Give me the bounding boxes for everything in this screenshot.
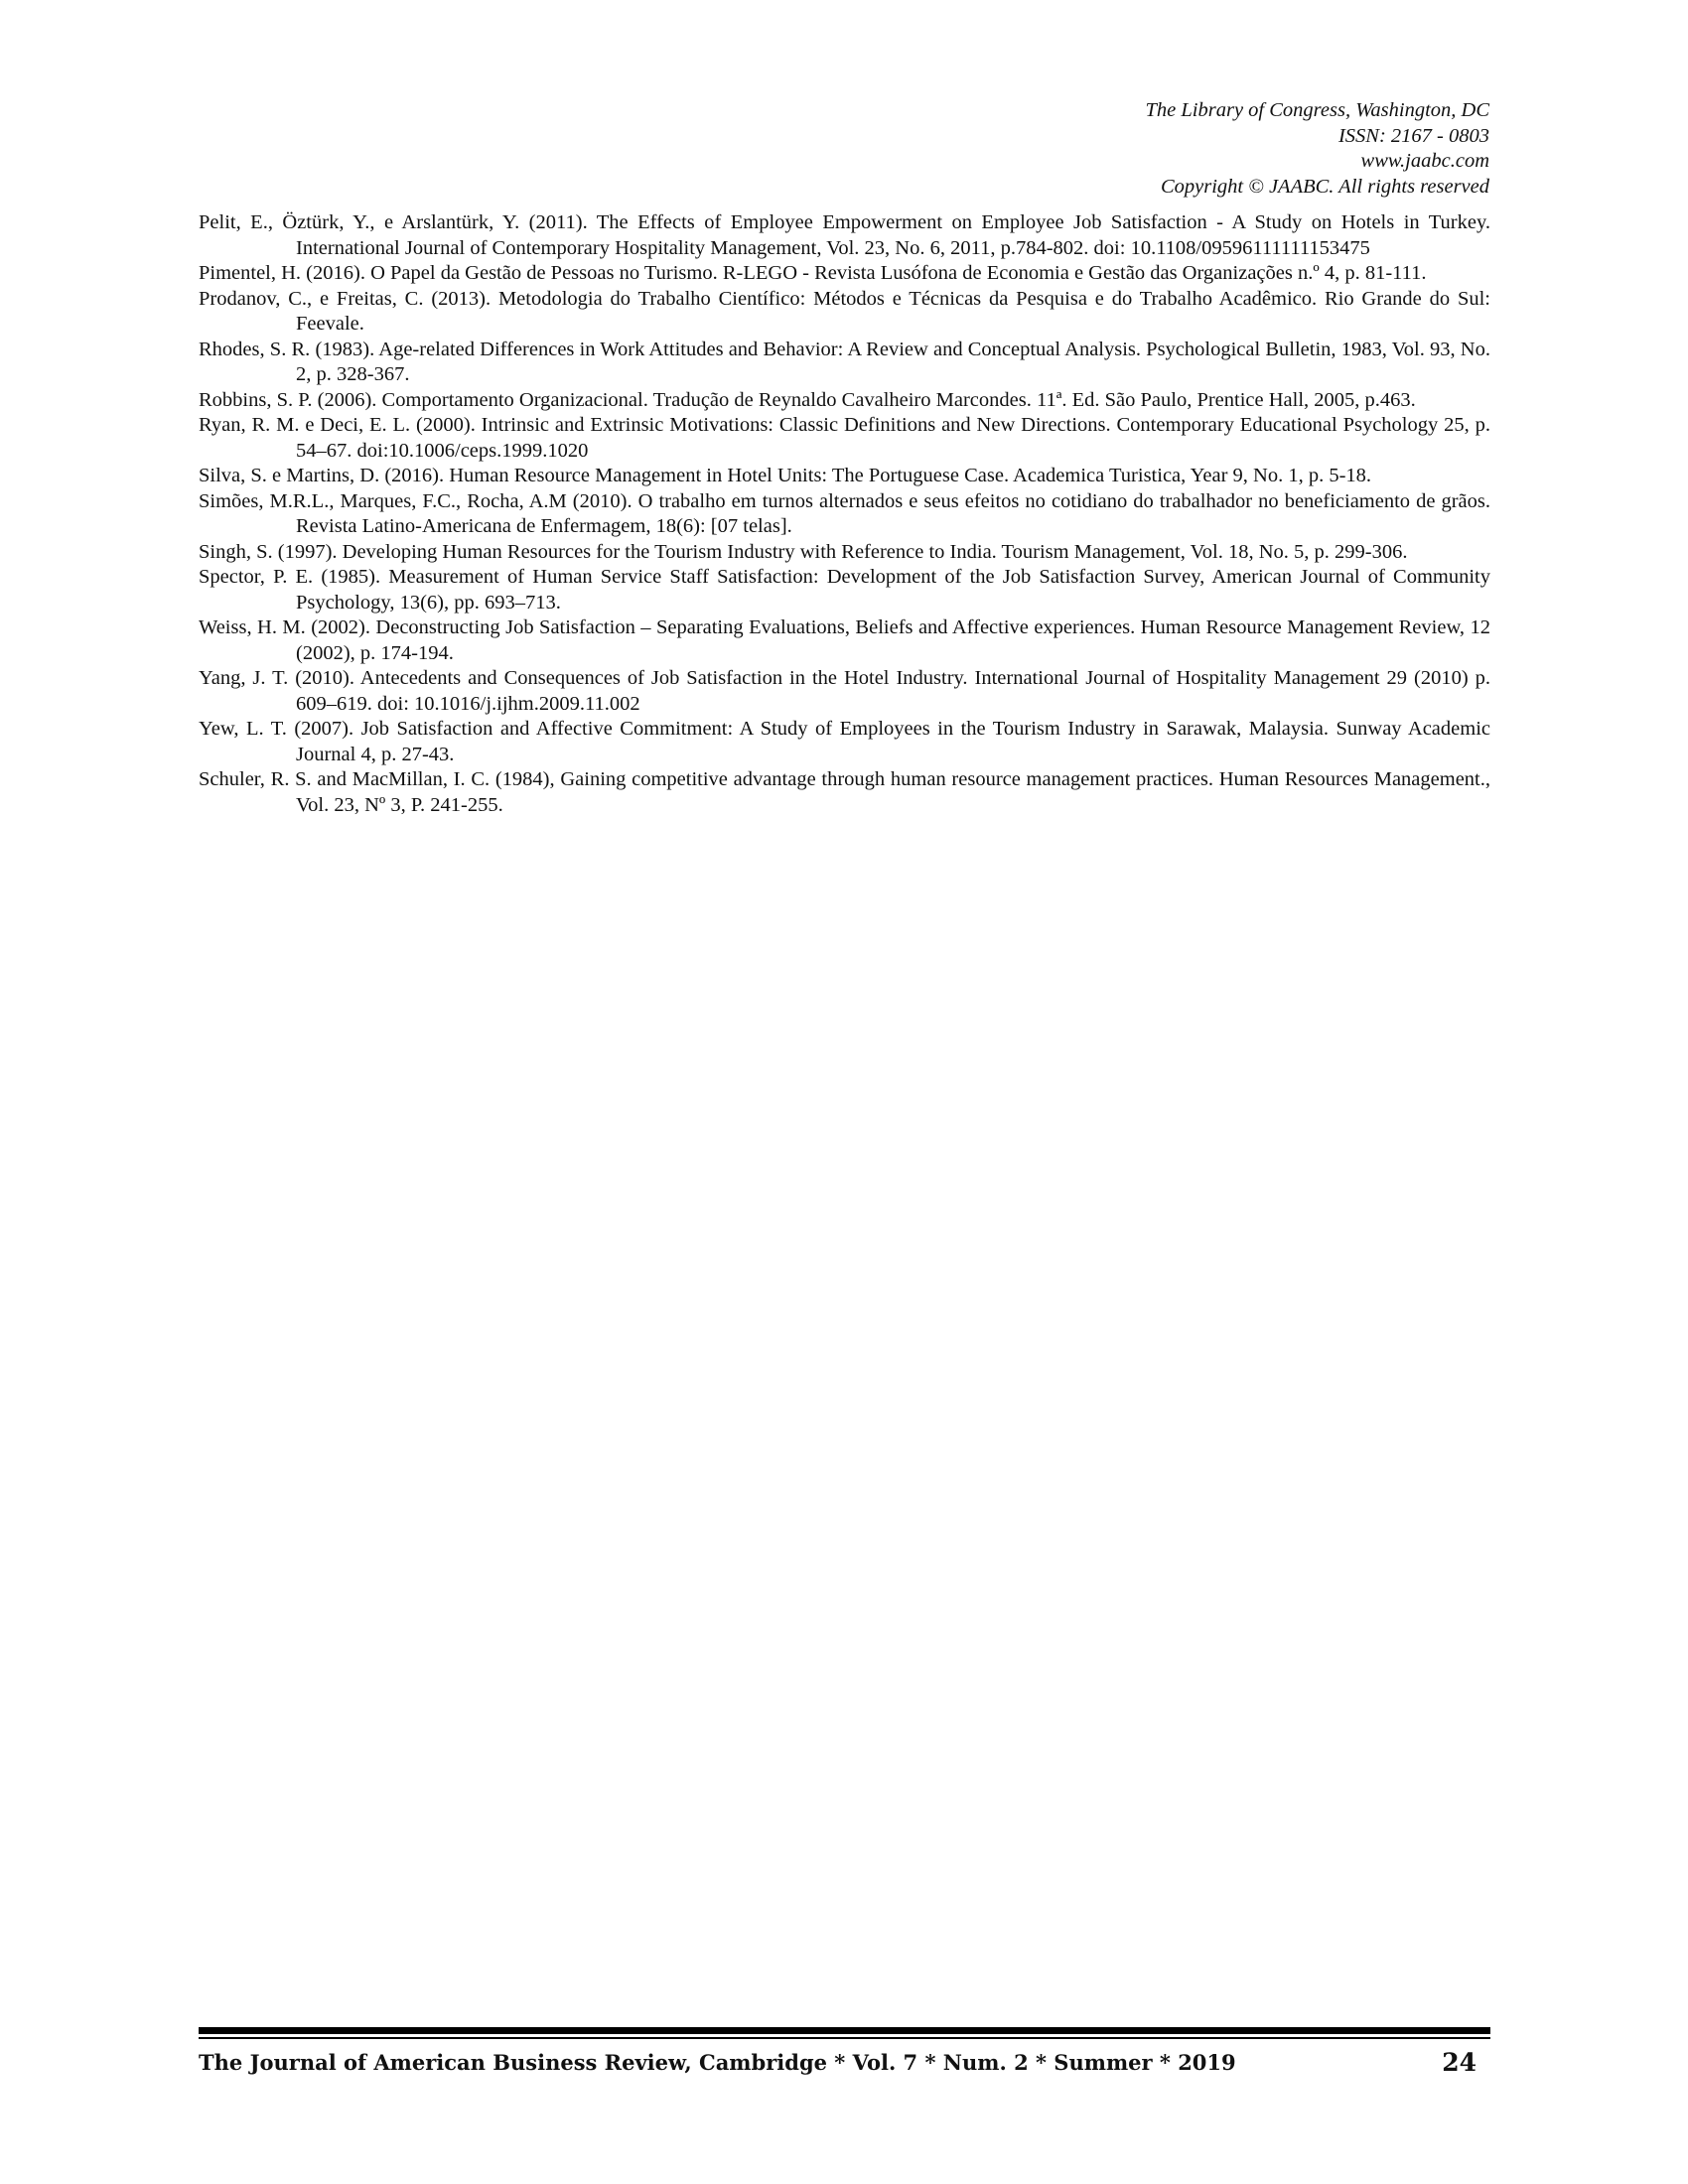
running-header	[1146, 98, 1489, 200]
footer-rule-thin	[199, 2037, 1490, 2039]
reference-entry: Ryan, R. M. e Deci, E. L. (2000). Intrinsic and Extrinsic Motivations: Classic Definitions and New Directions. Contemporary Educational Psychology 25, p. 54–67. doi:10.1006/ceps.1999.1020	[199, 414, 1490, 462]
reference-entry: Schuler, R. S. and MacMillan, I. C. (1984), Gaining competitive advantage through human resource management practices. Human Resources Management., Vol. 23, Nº 3, P. 241-255.	[199, 768, 1490, 816]
reference-entry: Robbins, S. P. (2006). Comportamento Organizacional. Tradução de Reynaldo Cavalheiro Marcondes. 11ª. Ed. São Paulo, Prentice Hall, 2005, p.463.	[199, 388, 1416, 411]
reference-entry: Pimentel, H. (2016). O Papel da Gestão de Pessoas no Turismo. R-LEGO - Revista Lusófona de Economia e Gestão das Organizações n.º 4, p. 81-111.	[199, 262, 1427, 284]
header-issn-line: ISSN: 2167 - 0803	[1337, 124, 1489, 147]
reference-entry: Weiss, H. M. (2002). Deconstructing Job Satisfaction – Separating Evaluations, Beliefs and Affective experiences. Human Resource Management Review, 12 (2002), p. 174-194.	[199, 616, 1490, 664]
reference-entry: Spector, P. E. (1985). Measurement of Human Service Staff Satisfaction: Development of the Job Satisfaction Survey, American Journal of Community Psychology, 13(6), pp. 693–713.	[199, 566, 1490, 614]
footer-journal-info: The Journal of American Business Review, Cambridge * Vol. 7 * Num. 2 * Summer * 2019	[199, 2050, 1236, 2075]
reference-entry: Yew, L. T. (2007). Job Satisfaction and Affective Commitment: A Study of Employees in the Tourism Industry in Sarawak, Malaysia. Sunway Academic Journal 4, p. 27-43.	[199, 718, 1490, 765]
reference-entry: Simões, M.R.L., Marques, F.C., Rocha, A.M (2010). O trabalho em turnos alternados e seus efeitos no cotidiano do trabalhador no beneficiamento de grãos. Revista Latino-Americana de Enfermagem, 18(6): [07 telas].	[199, 489, 1490, 537]
page-number: 24	[1442, 2048, 1477, 2077]
reference-entry: Rhodes, S. R. (1983). Age-related Differences in Work Attitudes and Behavior: A Review and Conceptual Analysis. Psychological Bulletin, 1983, Vol. 93, No. 2, p. 328-367.	[199, 338, 1490, 385]
reference-entry: Singh, S. (1997). Developing Human Resources for the Tourism Industry with Reference to India. Tourism Management, Vol. 18, No. 5, p. 299-306.	[199, 540, 1408, 563]
header-library-line: The Library of Congress, Washington, DC	[1145, 99, 1489, 121]
reference-entry: Yang, J. T. (2010). Antecedents and Consequences of Job Satisfaction in the Hotel Industry. International Journal of Hospitality Management 29 (2010) p. 609–619. doi: 10.1016/j.ijhm.2009.11.002	[199, 667, 1490, 715]
footer-rule-thick	[199, 2027, 1490, 2034]
header-copyright-line: Copyright © JAABC. All rights reserved	[1160, 175, 1489, 198]
reference-entry: Pelit, E., Öztürk, Y., e Arslantürk, Y. (2011). The Effects of Employee Empowerment on Employee Job Satisfaction - A Study on Hotels in Turkey. International Journal of Contemporary Hospitality Management, Vol. 23, No. 6, 2011, p.784-802. doi: 10.1108/09596111111153475	[199, 211, 1490, 259]
header-website-line: www.jaabc.com	[1360, 150, 1489, 172]
reference-list	[199, 210, 1490, 818]
reference-entry: Silva, S. e Martins, D. (2016). Human Resource Management in Hotel Units: The Portuguese Case. Academica Turistica, Year 9, No. 1, p. 5-18.	[199, 465, 1372, 486]
reference-entry: Prodanov, C., e Freitas, C. (2013). Metodologia do Trabalho Científico: Métodos e Técnicas da Pesquisa e do Trabalho Acadêmico. Rio Grande do Sul: Feevale.	[199, 287, 1490, 335]
